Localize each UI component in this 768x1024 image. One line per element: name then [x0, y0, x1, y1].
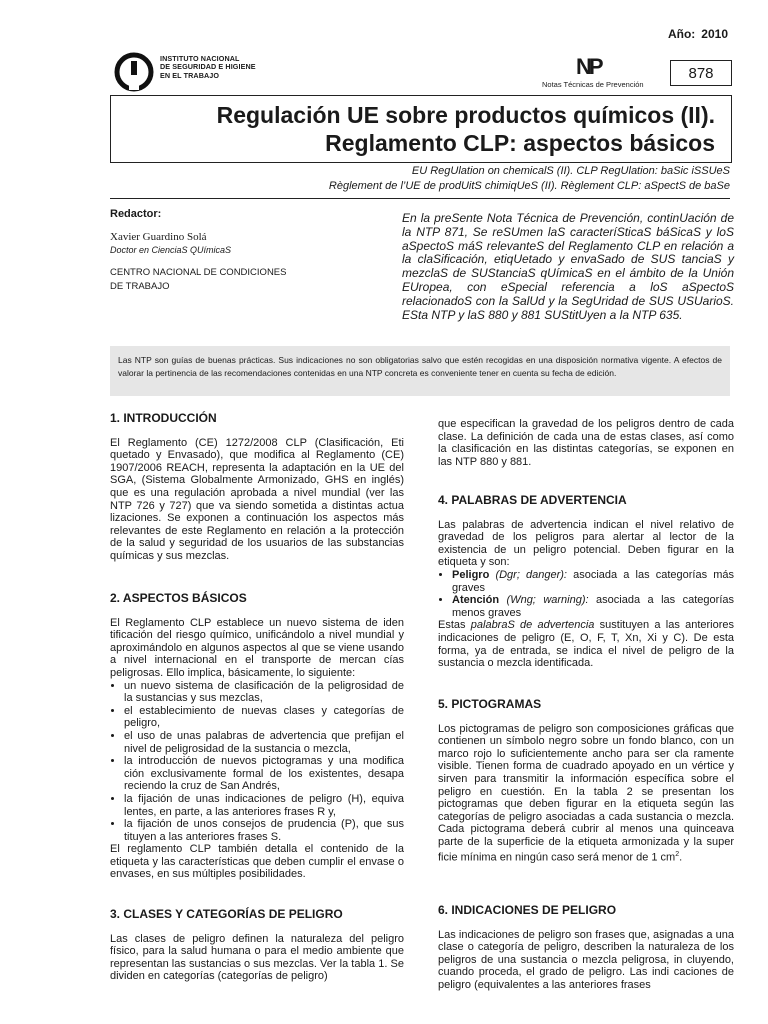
section-body: El reglamento CLP también detalla el contenido de la etiqueta y las características que deben cumplir el envase o envases, en sus múltiples posibilidades.: [110, 843, 404, 881]
ntp-logo: [540, 54, 660, 92]
section-body: Los pictogramas de peligro son composiciones gráficas que contienen un símbolo negro sobre un fondo blanco, con un marco rojo lo suficientemente ancho para ser cla ramente visible. Tienen forma de cuadrado apoyado en un vértice y sirven para transmitir la información específica sobre el peligro en cuestión. En la tabla 2 se presentan los pictogramas que deben figurar en la etiqueta según las categorías de peligro asociadas a cada sustancia o mezcla. Cada pictograma deberá cubrir al menos una quinceava parte de la superficie de la etiqueta armonizada y la super ficie mínima en ningún caso será menor de 1 $cm^2$.: [438, 722, 734, 864]
list-item: • la fijación de unos consejos de prudencia (P), que sus tituyen a las anteriores frases S.: [124, 818, 404, 843]
list-item: • Peligro (Dgr; danger): asociada a las categorías más graves: [452, 569, 734, 594]
year-label: Año: 2010: [667, 27, 728, 41]
author-name: Xavier Guardino Solá: [110, 230, 207, 243]
section-heading: 1. INTRODUCCIÓN: [110, 411, 217, 425]
institute-emblem-icon: [114, 52, 154, 92]
subtitle-english: EU RegUlation on chemicalS (II). CLP RegUlation: baSic iSSUeS: [411, 165, 730, 177]
section-heading: 2. ASPECTOS BÁSICOS: [110, 591, 247, 605]
list-item: • el uso de unas palabras de advertencia que prefijan el nivel de peligrosidad de la sustancia o mezcla,: [124, 730, 404, 755]
section-body: Las clases de peligro definen la naturaleza del peligro físico, para la salud humana o para el medio ambiente que representan las sustancias o sus mezclas. Ver la tabla 1. Se dividen en categorías (categorías de peligro): [110, 932, 404, 983]
section-pictogramas: [438, 698, 734, 864]
section-body: que especifican la gravedad de los peligros dentro de cada clase. La definición de cada una de estas clases, así como la clasificación en las distintas categorías, se exponen en las NTP 880 y 881.: [438, 418, 734, 468]
section-clases-continued: [438, 418, 734, 468]
section-body: El Reglamento (CE) 1272/2008 CLP (Clasificación, Eti quetado y Envasado), que modifica al Reglamento (CE) 1907/2006 REACH, representa la adaptación en la UE del SGA, (Sistema Globalmente Armonizado, GHS en inglés) que es una regulación aprobada a nivel mundial (ver las NTP 726 y 727) que va siendo sometida a distintas actua lizaciones. Se exponen a continuación los aspectos más relevantes de este Reglamento en relación a la protección de la salud y seguridad de los usuarios de las substancias químicas y sus mezclas.: [110, 436, 404, 562]
section-clases: [110, 908, 404, 983]
page-title-line-1: Regulación UE sobre productos químicos (II).: [216, 102, 715, 128]
ntp-logo-mark: NP: [576, 54, 601, 79]
institute-logo: [114, 50, 284, 94]
author-block: [110, 208, 380, 294]
notice-box: Las NTP son guías de buenas prácticas. Sus indicaciones no son obligatorias salvo que estén recogidas en una disposición normativa vigente. A efectos de valorar la pertinencia de las recomendaciones contenidas en una NTP concreta es conveniente tener en cuenta su fecha de edición.: [110, 346, 730, 396]
section-heading: 5. PICTOGRAMAS: [438, 697, 542, 711]
section-heading: 3. CLASES Y CATEGORÍAS DE PELIGRO: [110, 907, 343, 921]
author-organization: CENTRO NACIONAL DE CONDICIONES DE TRABAJO: [110, 266, 287, 292]
section-introduccion: [110, 412, 404, 563]
author-role: Doctor en CienciaS QUímicaS: [110, 245, 232, 255]
ntp-caption: Notas Técnicas de Prevención: [542, 80, 644, 89]
list-item: • el establecimiento de nuevas clases y categorías de peligro,: [124, 705, 404, 730]
section-heading: 4. PALABRAS DE ADVERTENCIA: [438, 493, 627, 507]
bullet-list: [438, 569, 734, 619]
section-aspectos: [110, 592, 404, 881]
section-body: Estas palabraS de advertencia sustituyen a las anteriores indicaciones de peligro (E, O, F, T, Xn, Xi y C). De esta forma, ya de entrada, se indica el nivel de peligro de la sustancia o mezcla identificada.: [438, 619, 734, 670]
section-indicaciones: [438, 904, 734, 992]
divider: [110, 198, 730, 199]
section-body: Las indicaciones de peligro son frases que, asignadas a una clase o categoría de peligro, describen la naturaleza de los peligros de una sustancia o mezcla peligrosa, in cluyendo, cuando proceda, el grado de peligro. Las indi caciones de peligro (equivalentes a las anteriores frases: [438, 928, 734, 991]
section-body: Las palabras de advertencia indican el nivel relativo de gravedad de los peligros para alertar al lector de la existencia de un peligro potencial. Deben figurar en la etiqueta y son:: [438, 518, 734, 569]
section-palabras: [438, 494, 734, 670]
section-heading: 6. INDICACIONES DE PELIGRO: [438, 903, 617, 917]
title-box: [110, 95, 732, 163]
ntp-number: 878: [670, 60, 732, 86]
list-item: • un nuevo sistema de clasificación de la peligrosidad de la sustancias y sus mezclas,: [124, 680, 404, 705]
page-title-line-2: Reglamento CLP: aspectos básicos: [325, 130, 715, 156]
list-item: • la fijación de unas indicaciones de peligro (H), equiva lentes, en parte, a las anteriores frases R y,: [124, 793, 404, 818]
section-body: El Reglamento CLP establece un nuevo sistema de iden tificación del riesgo químico, unificándolo a nivel mundial y aproximándolo en algunos aspectos al que se viene usando a nivel internacional en el transporte de mercan cías peligrosas. Ello implica, básicamente, lo siguiente:: [110, 616, 404, 679]
institute-name: INSTITUTO NACIONAL DE SEGURIDAD E HIGIENE EN EL TRABAJO: [160, 54, 256, 80]
subtitle-french: Règlement de l’UE de prodUitS chimiqUeS (II). Règlement CLP: aSpectS de baSe: [328, 180, 730, 192]
list-item: • la introducción de nuevos pictogramas y una modifica ción exclusivamente formal de los existentes, desapa reciendo la cruz de San Andrés,: [124, 755, 404, 793]
author-heading: Redactor:: [110, 208, 162, 220]
bullet-list: [110, 680, 404, 844]
list-item: • Atención (Wng; warning): asociada a las categorías menos graves: [452, 594, 734, 619]
abstract: En la preSente Nota Técnica de Prevención, continUación de la NTP 871, Se reSUmen laS caracteríSticaS báSicaS y loS aSpectoS máS relevanteS del Reglamento CLP en relación a la claSificación, etiqUetado y envaSado de SUS tanciaS y mezclaS de SUStanciaS qUímicaS en el ámbito de la Unión EUropea, con eSpecial referencia a loS aSpectoS relacionadoS con la SalUd y la SegUridad de SUS USUarioS. ESta NTP y laS 880 y 881 SUStitUyen a la NTP 635.: [402, 211, 734, 322]
